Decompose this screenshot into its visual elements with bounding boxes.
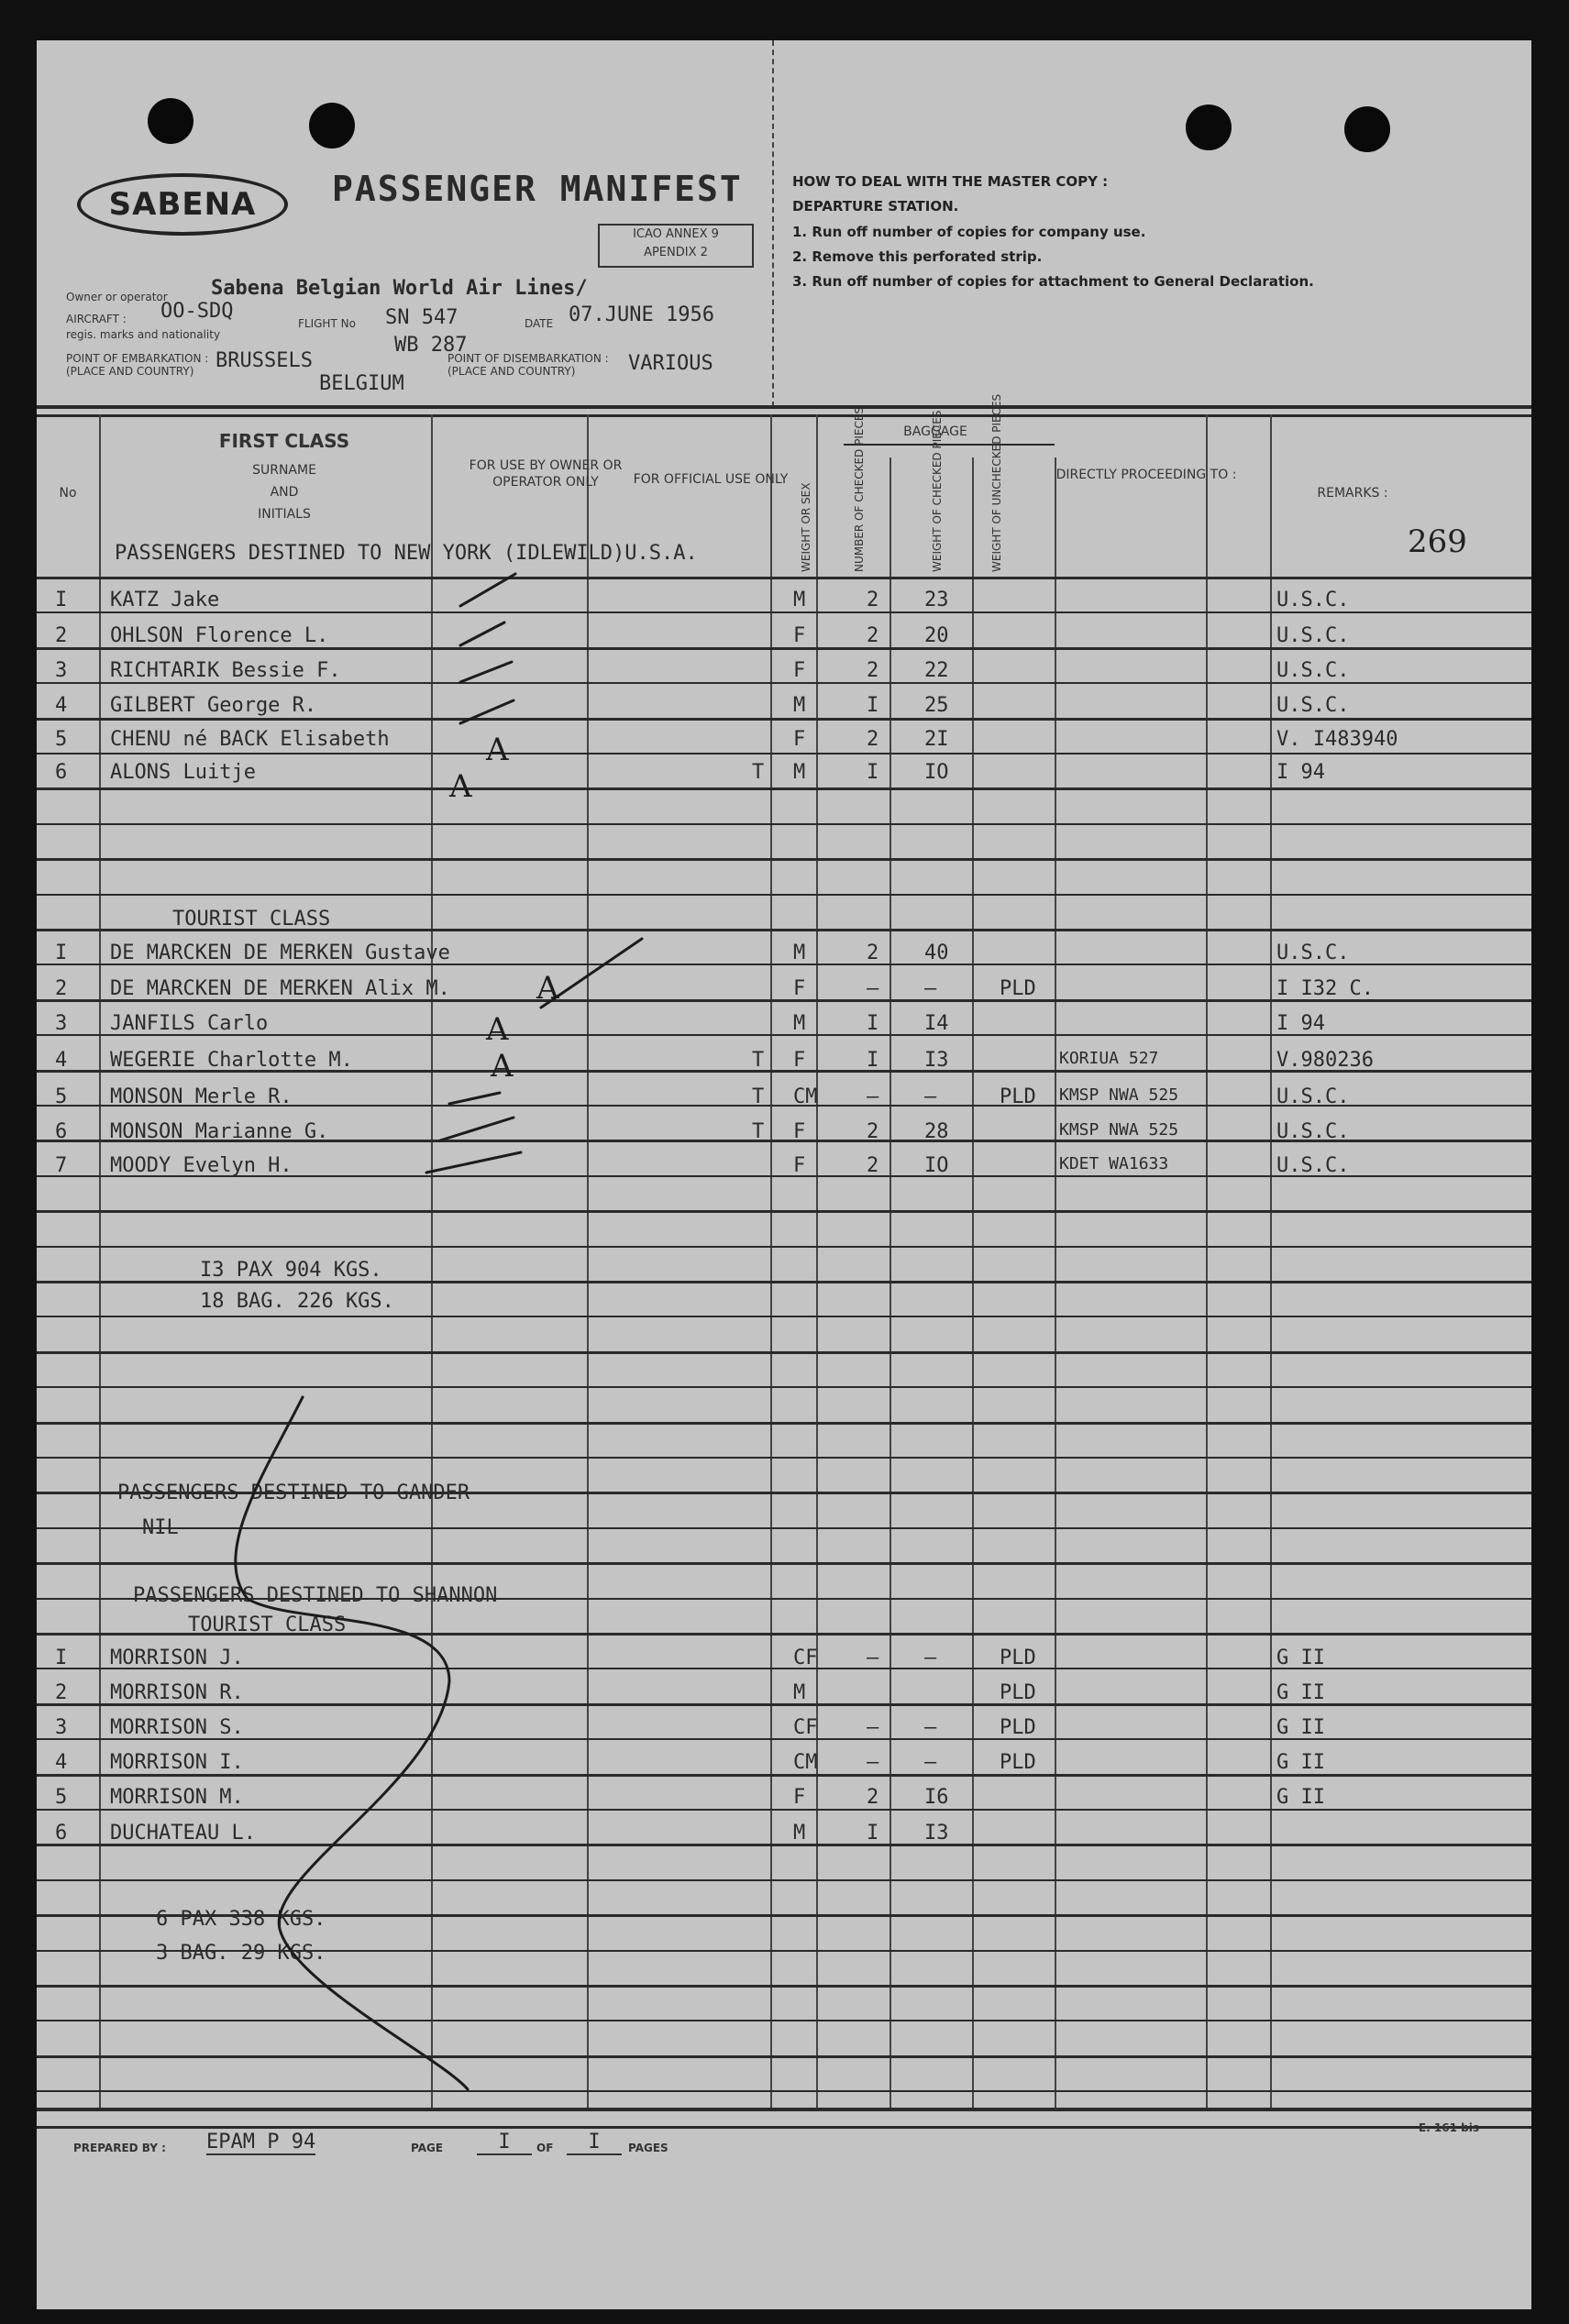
cell-name: DUCHATEAU L. (110, 1822, 256, 1845)
checked-weight-header: WEIGHT OF CHECKED PIECES (931, 410, 944, 572)
hand-mark-a: A (486, 732, 509, 768)
cell-t: T (752, 1120, 765, 1143)
cell-pcs: 2 (867, 659, 879, 682)
cell-wt: 25 (924, 694, 949, 717)
weight-sex-header: WEIGHT OR SEX (800, 482, 812, 572)
cell-unck: PLD (1000, 1751, 1036, 1774)
cell-sex: M (793, 761, 806, 784)
cell-wt: IO (924, 761, 949, 784)
instruction-heading: HOW TO DEAL WITH THE MASTER COPY : (792, 173, 1109, 190)
cell-name: MONSON Marianne G. (110, 1120, 329, 1143)
instruction-line: 2. Remove this perforated strip. (792, 248, 1043, 265)
page-sequence-number: 269 (1408, 523, 1467, 560)
prepared-by-label: PREPARED BY : (73, 2142, 166, 2154)
prepared-by-value: EPAM P 94 (206, 2131, 316, 2153)
unchecked-weight-header: WEIGHT OF UNCHECKED PIECES (990, 393, 1003, 572)
cell-sex: F (793, 977, 806, 1000)
checkmark-stroke (460, 574, 515, 606)
cell-name: WEGERIE Charlotte M. (110, 1049, 353, 1072)
cell-rem: U.S.C. (1276, 942, 1350, 964)
cell-name: MORRISON R. (110, 1681, 244, 1704)
cell-rem: U.S.C. (1276, 659, 1350, 682)
cell-pcs: 2 (867, 942, 879, 964)
cell-no: I (55, 589, 68, 611)
official-use-header: FOR OFFICIAL USE ONLY (633, 472, 789, 487)
flight-label: FLIGHT No (298, 317, 356, 330)
cell-rem: U.S.C. (1276, 1154, 1350, 1177)
cell-sex: M (793, 1822, 806, 1845)
cell-name: CHENU né BACK Elisabeth (110, 728, 390, 751)
cell-no: 2 (55, 1681, 68, 1704)
cell-pcs: I (867, 694, 879, 717)
cell-dir: KMSP NWA 525 (1059, 1085, 1179, 1105)
checked-pieces-header: NUMBER OF CHECKED PIECES (853, 406, 866, 572)
owner-use-header: FOR USE BY OWNER OR OPERATOR ONLY (469, 458, 623, 490)
cell-no: 6 (55, 1120, 68, 1143)
cell-dir: KDET WA1633 (1059, 1154, 1169, 1173)
instruction-line: DEPARTURE STATION. (792, 198, 959, 215)
cell-wt: IO (924, 1154, 949, 1177)
aircraft-sub-label: regis. marks and nationality (66, 328, 221, 341)
cell-sex: CM (793, 1751, 818, 1774)
cell-no: 2 (55, 624, 68, 647)
cell-name: ALONS Luitje (110, 761, 256, 784)
totals-line: 18 BAG. 226 KGS. (200, 1290, 394, 1313)
cell-no: 4 (55, 1049, 68, 1072)
cell-sex: CM (793, 1085, 818, 1108)
totals-line: 3 BAG. 29 KGS. (156, 1942, 326, 1965)
initials-header: INITIALS (258, 507, 311, 522)
cell-no: I (55, 942, 68, 964)
cell-pcs: – (867, 1751, 879, 1774)
gander-heading: PASSENGERS DESTINED TO GANDER (117, 1481, 470, 1504)
cell-no: 2 (55, 977, 68, 1000)
cell-name: JANFILS Carlo (110, 1012, 269, 1035)
cell-wt: I3 (924, 1822, 949, 1845)
section-heading: TOURIST CLASS (172, 908, 331, 931)
section-heading: PASSENGERS DESTINED TO SHANNON (133, 1584, 498, 1607)
checkmark-stroke (440, 1118, 514, 1140)
cell-rem: I 94 (1276, 761, 1325, 784)
cell-pcs: I (867, 1049, 879, 1072)
cell-no: 3 (55, 1012, 68, 1035)
checkmark-stroke (460, 700, 514, 723)
cell-wt: 28 (924, 1120, 949, 1143)
cell-wt: 40 (924, 942, 949, 964)
cell-unck: PLD (1000, 1681, 1036, 1704)
cell-sex: F (793, 728, 806, 751)
cell-sex: M (793, 1012, 806, 1035)
date-label: DATE (525, 317, 554, 330)
cell-pcs: – (867, 1647, 879, 1669)
cell-pcs: 2 (867, 624, 879, 647)
cell-rem: G II (1276, 1647, 1325, 1669)
embark-country: BELGIUM (319, 372, 404, 395)
cell-rem: G II (1276, 1786, 1325, 1809)
cell-no: 3 (55, 1716, 68, 1739)
cell-pcs: 2 (867, 1120, 879, 1143)
remarks-header: REMARKS : (1317, 486, 1388, 501)
cell-pcs: I (867, 1012, 879, 1035)
cell-rem: I 94 (1276, 1012, 1325, 1035)
cell-name: DE MARCKEN DE MERKEN Alix M. (110, 977, 450, 1000)
cell-rem: G II (1276, 1681, 1325, 1704)
checkmark-stroke (460, 662, 512, 682)
cell-rem: U.S.C. (1276, 694, 1350, 717)
totals-line: 6 PAX 338 KGS. (156, 1908, 326, 1931)
directly-proceeding-header: DIRECTLY PROCEEDING TO : (1055, 468, 1237, 482)
squiggle-line (236, 1397, 468, 2089)
manifest-title: PASSENGER MANIFEST (332, 169, 743, 209)
cell-rem: U.S.C. (1276, 1085, 1350, 1108)
embark-value: BRUSSELS (215, 349, 313, 372)
cell-no: 5 (55, 1786, 68, 1809)
surname-header: SURNAME (252, 463, 316, 478)
cell-wt: 22 (924, 659, 949, 682)
cell-t: T (752, 1049, 765, 1072)
cell-name: KATZ Jake (110, 589, 220, 611)
cell-pcs: 2 (867, 728, 879, 751)
cell-sex: F (793, 659, 806, 682)
cell-unck: PLD (1000, 1647, 1036, 1669)
checkmark-stroke (460, 622, 504, 645)
cell-no: I (55, 1647, 68, 1669)
operator-label: Owner or operator (66, 291, 168, 303)
cell-wt: – (924, 1647, 937, 1669)
cell-wt: 20 (924, 624, 949, 647)
flight-value: SN 547 (385, 306, 459, 329)
cell-sex: F (793, 1120, 806, 1143)
totals-line: I3 PAX 904 KGS. (200, 1259, 382, 1282)
gander-nil: NIL (142, 1516, 179, 1539)
checkmark-stroke (426, 1152, 521, 1173)
sabena-logo: SABENA (77, 173, 288, 236)
form-code: E. 161 bis (1419, 2121, 1480, 2134)
hand-mark-a: A (486, 1011, 509, 1048)
checkmark-stroke (449, 1093, 500, 1104)
hand-mark-a: A (449, 768, 472, 805)
icao-annex-box: ICAO ANNEX 9 APENDIX 2 (598, 224, 754, 268)
page-value: I (477, 2131, 532, 2155)
cell-name: MOODY Evelyn H. (110, 1154, 293, 1177)
cell-no: 4 (55, 694, 68, 717)
disembark-value: VARIOUS (628, 352, 713, 375)
hand-mark-a: A (491, 1048, 514, 1085)
cell-pcs: – (867, 1085, 879, 1108)
cell-no: 4 (55, 1751, 68, 1774)
cell-wt: – (924, 1751, 937, 1774)
cell-rem: G II (1276, 1716, 1325, 1739)
hand-mark-a: A (536, 970, 559, 1007)
cell-sex: CF (793, 1716, 818, 1739)
cell-sex: F (793, 624, 806, 647)
cell-name: MONSON Merle R. (110, 1085, 293, 1108)
cell-dir: KORIUA 527 (1059, 1049, 1159, 1068)
cell-unck: PLD (1000, 1716, 1036, 1739)
cell-rem: U.S.C. (1276, 1120, 1350, 1143)
cell-pcs: I (867, 1822, 879, 1845)
pages-label: PAGES (628, 2142, 668, 2154)
cell-rem: U.S.C. (1276, 624, 1350, 647)
and-header: AND (270, 485, 299, 500)
cell-t: T (752, 1085, 765, 1108)
operator-value: Sabena Belgian World Air Lines/ (211, 277, 588, 300)
cell-rem: I I32 C. (1276, 977, 1374, 1000)
of-value: I (567, 2131, 622, 2155)
cell-name: MORRISON S. (110, 1716, 244, 1739)
cell-no: 5 (55, 1085, 68, 1108)
cell-wt: 2I (924, 728, 949, 751)
cell-wt: – (924, 977, 937, 1000)
cell-sex: F (793, 1154, 806, 1177)
disembark-label: POINT OF DISEMBARKATION : (PLACE AND COUNTRY) (447, 352, 609, 378)
col-no-header: No (59, 486, 77, 501)
cell-sex: M (793, 694, 806, 717)
page-label: PAGE (411, 2142, 444, 2154)
cell-unck: PLD (1000, 977, 1036, 1000)
cell-no: 6 (55, 761, 68, 784)
cell-name: MORRISON J. (110, 1647, 244, 1669)
cell-wt: I3 (924, 1049, 949, 1072)
cell-sex: M (793, 589, 806, 611)
cell-sex: M (793, 942, 806, 964)
cell-rem: G II (1276, 1751, 1325, 1774)
cell-pcs: I (867, 761, 879, 784)
instruction-line: 1. Run off number of copies for company use. (792, 224, 1146, 240)
baggage-header: BAGGAGE (903, 424, 967, 439)
of-label: OF (536, 2142, 554, 2154)
cell-no: 7 (55, 1154, 68, 1177)
cell-no: 6 (55, 1822, 68, 1845)
date-value: 07.JUNE 1956 (569, 303, 714, 326)
cell-wt: – (924, 1716, 937, 1739)
handwritten-marks (37, 40, 1531, 2309)
cell-sex: CF (793, 1647, 818, 1669)
cell-wt: – (924, 1085, 937, 1108)
instruction-line: 3. Run off number of copies for attachment to General Declaration. (792, 273, 1314, 290)
cell-dir: KMSP NWA 525 (1059, 1120, 1179, 1140)
cell-unck: PLD (1000, 1085, 1036, 1108)
first-class-header: FIRST CLASS (218, 430, 350, 452)
cell-rem: U.S.C. (1276, 589, 1350, 611)
cell-name: MORRISON I. (110, 1751, 244, 1774)
cell-wt: I4 (924, 1012, 949, 1035)
cell-name: DE MARCKEN DE MERKEN Gustave (110, 942, 450, 964)
flight-value-2: WB 287 (394, 334, 468, 357)
cell-sex: F (793, 1049, 806, 1072)
cell-pcs: 2 (867, 1154, 879, 1177)
cell-name: RICHTARIK Bessie F. (110, 659, 341, 682)
cell-pcs: 2 (867, 1786, 879, 1809)
cell-t: T (752, 761, 765, 784)
cell-pcs: 2 (867, 589, 879, 611)
section-heading: PASSENGERS DESTINED TO NEW YORK (IDLEWILD)U.S.A. (115, 542, 698, 565)
cell-pcs: – (867, 1716, 879, 1739)
cell-wt: 23 (924, 589, 949, 611)
cell-pcs: – (867, 977, 879, 1000)
cell-no: 5 (55, 728, 68, 751)
manifest-sheet (37, 40, 1531, 2309)
section-subheading: TOURIST CLASS (188, 1614, 347, 1636)
embark-label: POINT OF EMBARKATION : (PLACE AND COUNTRY) (66, 352, 209, 378)
cell-rem: V. I483940 (1276, 728, 1398, 751)
cell-name: GILBERT George R. (110, 694, 317, 717)
aircraft-label: AIRCRAFT : (66, 313, 127, 325)
aircraft-value: OO-SDQ (160, 300, 234, 323)
cell-no: 3 (55, 659, 68, 682)
cell-name: MORRISON M. (110, 1786, 244, 1809)
cell-name: OHLSON Florence L. (110, 624, 329, 647)
cell-sex: F (793, 1786, 806, 1809)
cell-sex: M (793, 1681, 806, 1704)
cell-rem: V.980236 (1276, 1049, 1374, 1072)
cell-wt: I6 (924, 1786, 949, 1809)
